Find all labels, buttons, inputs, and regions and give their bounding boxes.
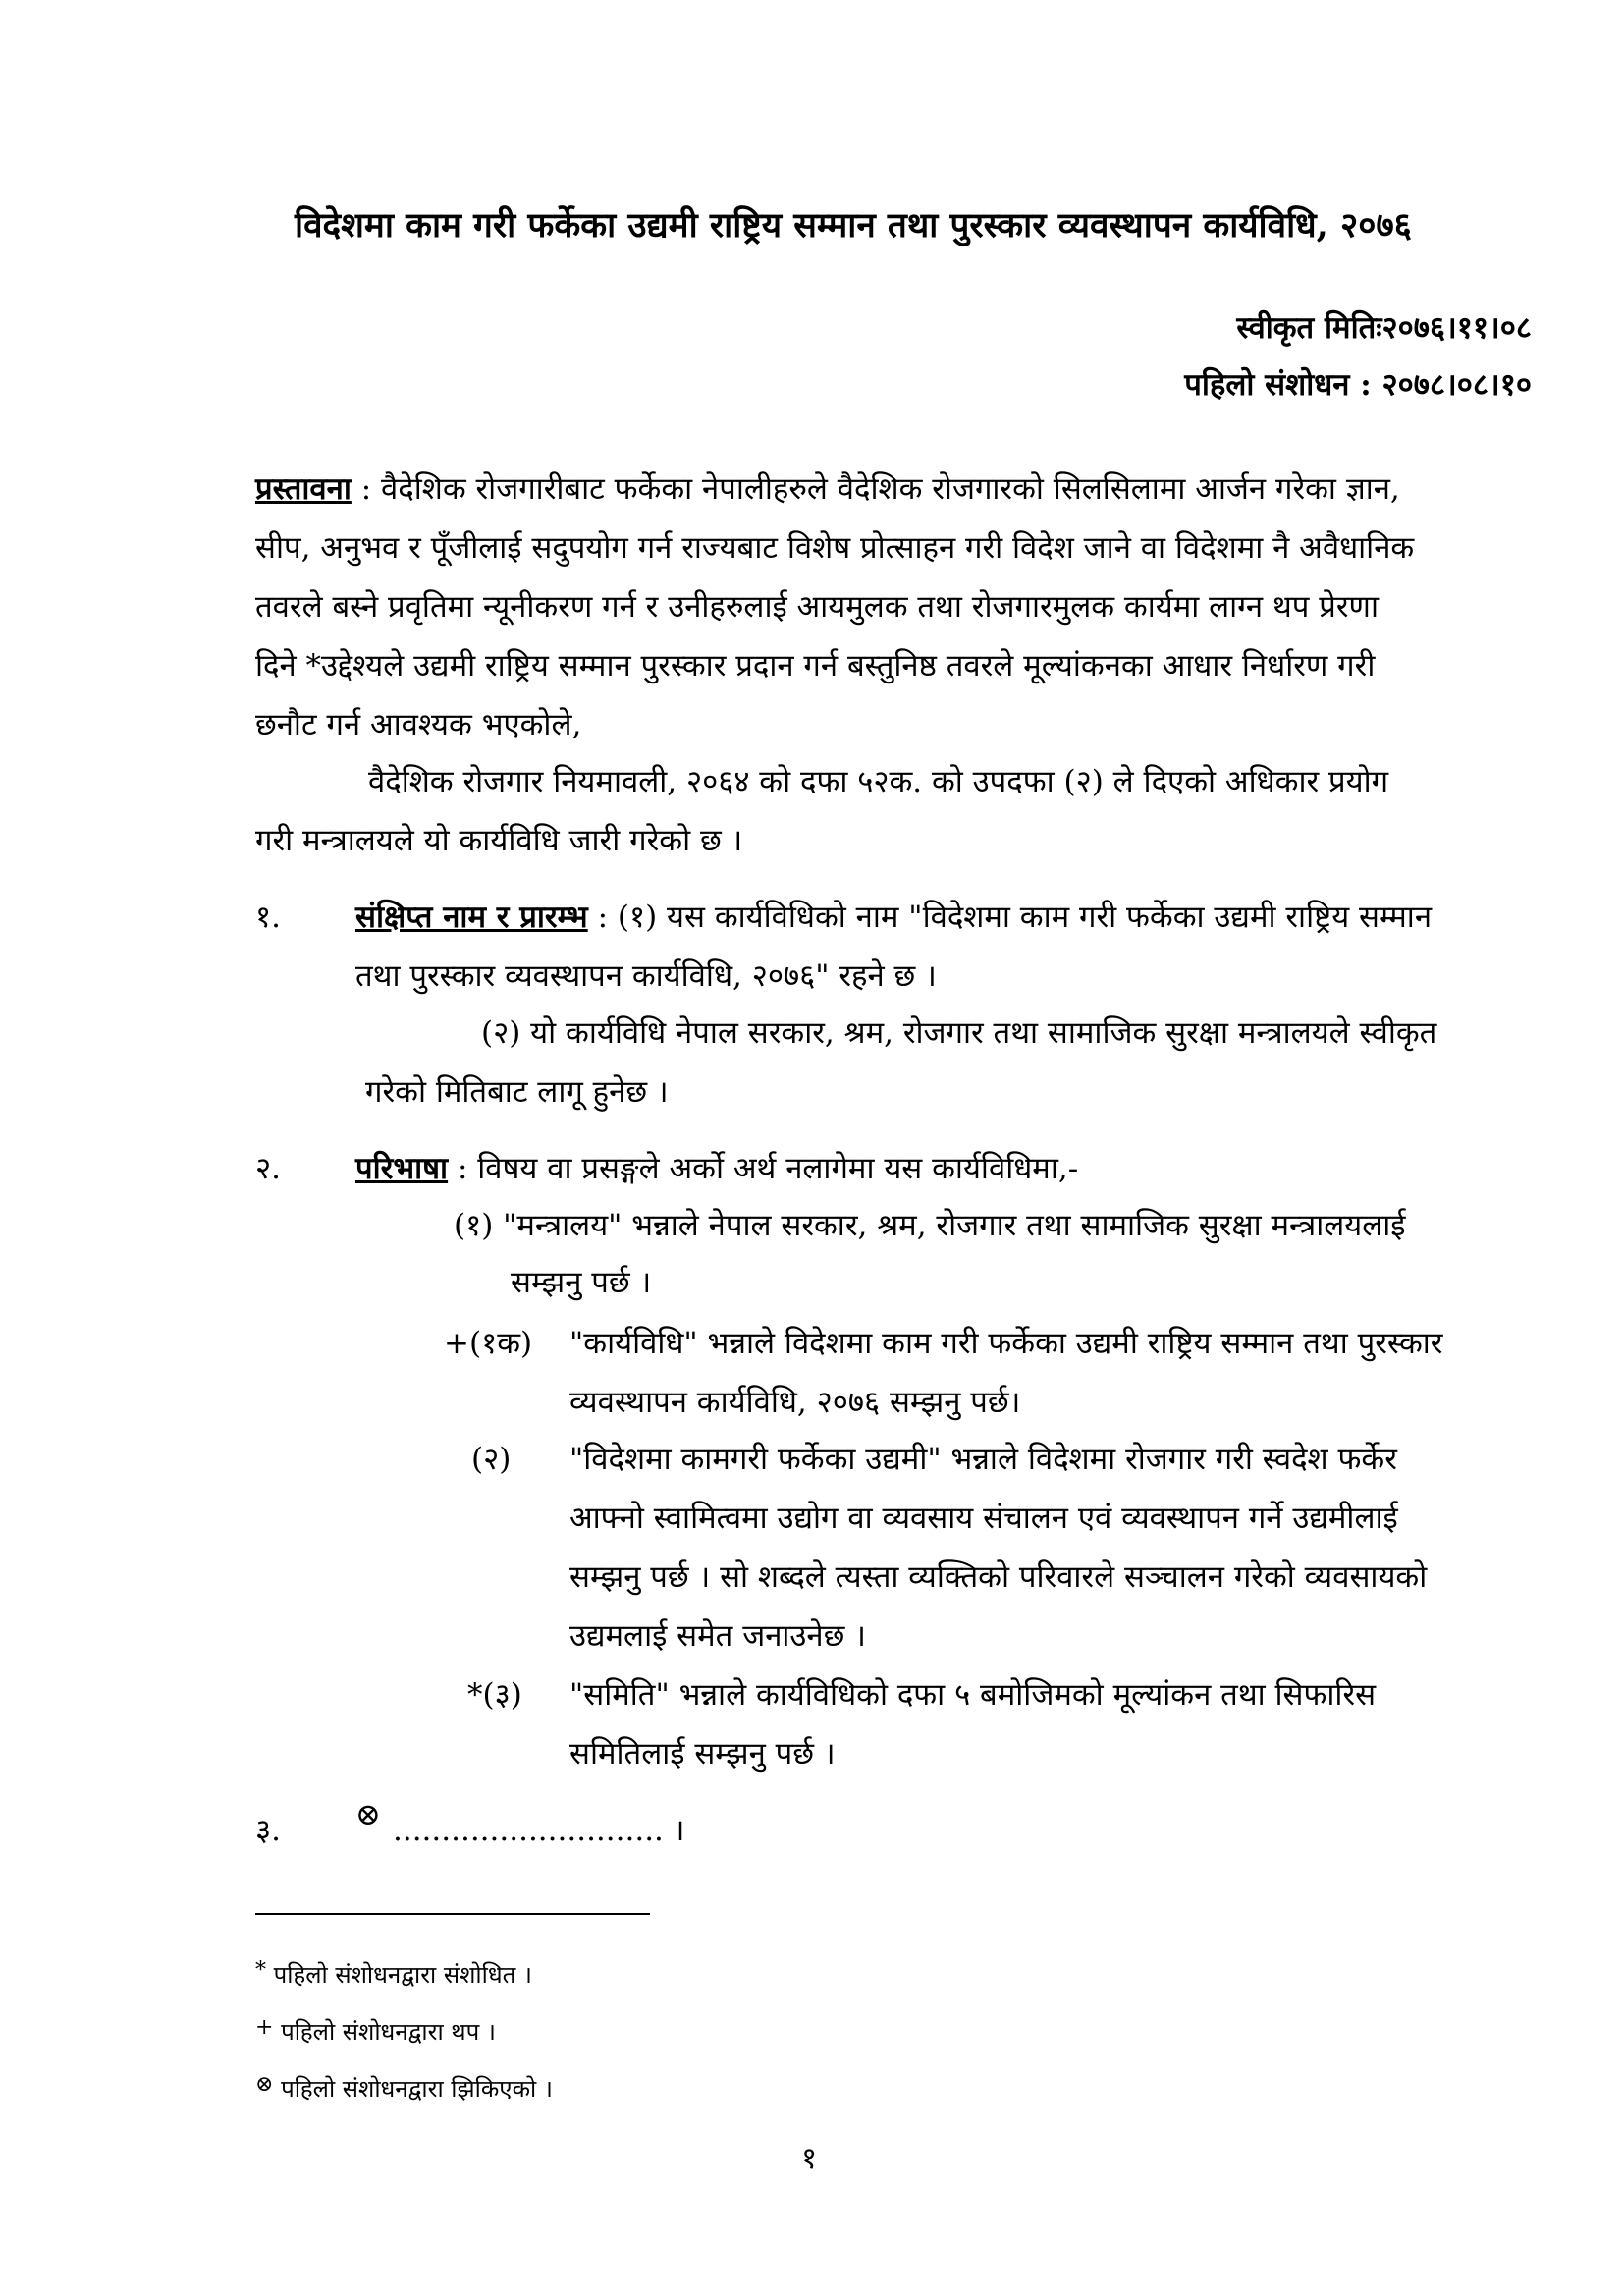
section-1-number: १. xyxy=(255,900,281,935)
preamble-line-3: तवरले बस्ने प्रवृतिमा न्यूनीकरण गर्न र उनीहरुलाई आयमुलक तथा रोजगारमुलक कार्यमा लाग्न थप प्रेरणा xyxy=(255,589,1379,625)
preamble-text-1: : वैदेशिक रोजगारीबाट फर्केका नेपालीहरुले वैदेशिक रोजगारको सिलसिलामा आर्जन गरेका ज्ञान, xyxy=(360,471,1400,507)
section-3-text: ............................ । xyxy=(393,1813,685,1848)
section-1-line-3: (२) यो कार्यविधि नेपाल सरकार, श्रम, रोजगार तथा सामाजिक सुरक्षा मन्त्रालयले स्वीकृत xyxy=(481,1015,1437,1051)
preamble-line-7: गरी मन्त्रालयले यो कार्यविधि जारी गरेको छ । xyxy=(255,823,743,858)
preamble-line-2: सीप, अनुभव र पूँजीलाई सदुपयोग गर्न राज्यबाट विशेष प्रोत्साहन गरी विदेश जाने वा विदेशमा नै अवैधानिक xyxy=(255,530,1415,566)
footnote-1 xyxy=(255,1958,532,1991)
page-number: १ xyxy=(801,2141,818,2176)
preamble-heading: प्रस्तावना xyxy=(255,471,352,507)
footnote-1-text: पहिलो संशोधनद्वारा संशोधित । xyxy=(273,1961,533,1989)
definition-1-line-2: सम्झनु पर्छ । xyxy=(511,1265,652,1300)
definition-2-line-4: उद्यमलाई समेत जनाउनेछ । xyxy=(569,1618,866,1654)
definition-2-line-2: आफ्नो स्वामित्वमा उद्योग वा व्यवसाय संचालन एवं व्यवस्थापन गर्ने उद्यमीलाई xyxy=(569,1501,1398,1536)
definition-3-line-1: "समिति" भन्नाले कार्यविधिको दफा ५ बमोजिमको मूल्यांकन तथा सिफारिस xyxy=(569,1677,1377,1713)
section-3-removed-mark: ⊗ xyxy=(355,1797,381,1832)
preamble-line-1 xyxy=(255,467,1400,509)
definition-1k-line-1: "कार्यविधि" भन्नाले विदेशमा काम गरी फर्केका उद्यमी राष्ट्रिय सम्मान तथा पुरस्कार xyxy=(569,1326,1443,1361)
footnote-2-text: पहिलो संशोधनद्वारा थप । xyxy=(281,2018,496,2046)
section-1-heading: संक्षिप्त नाम र प्रारम्भ xyxy=(355,900,588,935)
footnote-2-mark: + xyxy=(255,2015,274,2040)
approval-date: स्वीकृत मितिः२०७६।११।०८ xyxy=(1236,310,1532,346)
footnote-separator xyxy=(255,1913,650,1915)
definition-2-line-1: "विदेशमा कामगरी फर्केका उद्यमी" भन्नाले विदेशमा रोजगार गरी स्वदेश फर्केर xyxy=(569,1442,1397,1477)
footnote-1-mark: * xyxy=(255,1958,266,1983)
footnote-3-mark: ⊗ xyxy=(255,2072,274,2097)
footnote-3 xyxy=(255,2072,553,2105)
preamble-line-4: दिने *उद्देश्यले उद्यमी राष्ट्रिय सम्मान पुरस्कार प्रदान गर्न बस्तुनिष्ठ तवरले मूल्यांकनका आधार निर्धारण गरी xyxy=(255,648,1376,683)
definition-1k-number: +(१क) xyxy=(444,1326,533,1361)
footnote-2 xyxy=(255,2015,496,2048)
section-2-heading: परिभाषा xyxy=(355,1151,449,1186)
section-1-line-4: गरेको मितिबाट लागू हुनेछ । xyxy=(365,1074,669,1110)
footnote-3-text: पहिलो संशोधनद्वारा झिकिएको । xyxy=(281,2075,553,2103)
preamble-line-6: वैदेशिक रोजगार नियमावली, २०६४ को दफा ५२क. को उपदफा (२) ले दिएको अधिकार प्रयोग xyxy=(368,764,1389,799)
definition-1-line-1: (१) "मन्त्रालय" भन्नाले नेपाल सरकार, श्रम, रोजगार तथा सामाजिक सुरक्षा मन्त्रालयलाई xyxy=(454,1208,1406,1243)
section-1-text-1: : (१) यस कार्यविधिको नाम "विदेशमा काम गरी फर्केका उद्यमी राष्ट्रिय सम्मान xyxy=(597,900,1433,935)
document-title: विदेशमा काम गरी फर्केका उद्यमी राष्ट्रिय सम्मान तथा पुरस्कार व्यवस्थापन कार्यविधि, २०७६ xyxy=(295,205,1412,246)
preamble-line-5: छनौट गर्न आवश्यक भएकोले, xyxy=(255,707,582,742)
section-2-line-intro xyxy=(355,1147,1078,1188)
section-2-intro-text: : विषय वा प्रसङ्गले अर्को अर्थ नलागेमा यस कार्यविधिमा,- xyxy=(457,1151,1079,1186)
definition-2-line-3: सम्झनु पर्छ । सो शब्दले त्यस्ता व्यक्तिको परिवारले सञ्चालन गरेको व्यवसायको xyxy=(569,1559,1428,1595)
section-2-number: २. xyxy=(255,1151,281,1186)
section-1-line-1 xyxy=(355,896,1432,937)
definition-2-number: (२) xyxy=(471,1442,512,1477)
definition-1k-line-2: व्यवस्थापन कार्यविधि, २०७६ सम्झनु पर्छ। xyxy=(569,1385,1021,1420)
definition-3-number: *(३) xyxy=(467,1677,522,1713)
definition-3-line-2: समितिलाई सम्झनु पर्छ । xyxy=(569,1736,836,1772)
amendment-date: पहिलो संशोधन : २०७८।०८।१० xyxy=(1184,367,1532,403)
section-3-number: ३. xyxy=(255,1813,281,1848)
section-1-line-2: तथा पुरस्कार व्यवस्थापन कार्यविधि, २०७६" रहने छ । xyxy=(355,958,937,994)
